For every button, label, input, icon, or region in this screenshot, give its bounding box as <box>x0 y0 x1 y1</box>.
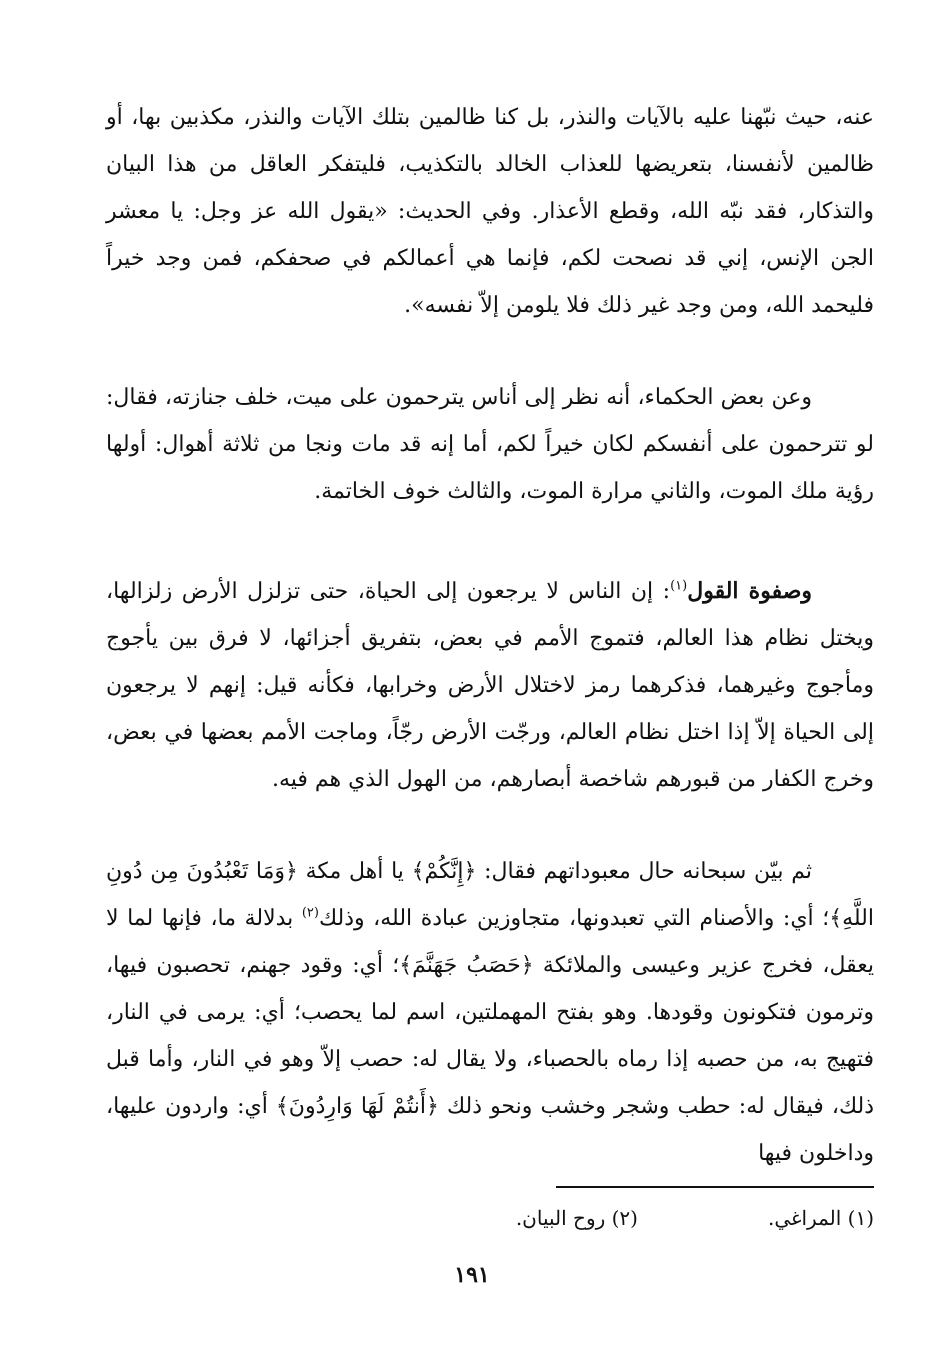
footnote-1: (١) المراغي. <box>767 1206 874 1230</box>
footnote-ref-2: (٢) <box>301 905 319 921</box>
paragraph-4 <box>106 848 874 1177</box>
paragraph-4-part-1: ثم بيّن سبحانه حال معبوداتهم فقال: ﴿إِنَّكُمْ﴾ يا أهل مكة ﴿وَمَا تَعْبُدُونَ مِن دُونِ اللَّهِ﴾؛ أي: والأصنام التي تعبدونها، متجاوزين عبادة الله، وذلك <box>106 859 874 931</box>
paragraph-1: عنه، حيث نبّهنا عليه بالآيات والنذر، بل كنا ظالمين بتلك الآيات والنذر، مكذبين بها، أو ظالمين لأنفسنا، بتعريضها للعذاب الخالد بالتكذيب، فليتفكر العاقل من هذا البيان والتذكار، فقد نبّه الله، وقطع الأعذار. وفي الحديث: «يقول الله عز وجل: يا معشر الجن الإنس، إني قد نصحت لكم، فإنما هي أعمالكم في صحفكم، فمن وجد خيراً فليحمد الله، ومن وجد غير ذلك فلا يلومن إلاّ نفسه». <box>106 105 875 318</box>
footnote-2: (٢) روح البيان. <box>515 1206 638 1230</box>
footnote-ref-1: (١) <box>670 578 688 594</box>
footnote-divider <box>556 1186 874 1188</box>
page-number: ١٩١ <box>454 1262 490 1288</box>
paragraph-3-body: : إن الناس لا يرجعون إلى الحياة، حتى تزلزل الأرض زلزالها، ويختل نظام هذا العالم، فتموج الأمم في بعض، بتفريق أجزائها، لا فرق بين يأجوج ومأجوج وغيرهما، فذكرهما رمز لاختلال الأرض وخرابها، فكأنه قيل: إنهم لا يرجعون إلى الحياة إلاّ إذا اختل نظام العالم، ورجّت الأرض رجّاً، وماجت الأمم بعضها في بعض، وخرج الكفار من قبورهم شاخصة أبصارهم، من الهول الذي هم فيه. <box>106 579 874 792</box>
footnotes <box>300 1203 874 1233</box>
paragraph-4-part-2: بدلالة ما، فإنها لما لا يعقل، فخرج عزير وعيسى والملائكة ﴿حَصَبُ جَهَنَّمَ﴾؛ أي: وقود جهنم، تحصبون فيها، وترمون فتكونون وقودها. وهو بفتح المهملتين، اسم لما يحصب؛ أي: يرمى في النار، فتهيج به، من حصبه إذا رماه بالحصباء، ولا يقال له: حصب إلاّ وهو في النار، وأما قبل ذلك، فيقال له: حطب وشجر وخشب ونحو ذلك ﴿أَنتُمْ لَهَا وَارِدُونَ﴾ أي: واردون عليها، وداخلون فيها <box>106 906 874 1166</box>
paragraph-2: وعن بعض الحكماء، أنه نظر إلى أناس يترحمون على ميت، خلف جنازته، فقال: لو تترحمون على أنفسكم لكان خيراً لكم، أما إنه قد مات ونجا من ثلاثة أهوال: أولها رؤية ملك الموت، والثاني مرارة الموت، والثالث خوف الخاتمة. <box>106 385 874 504</box>
paragraph-3 <box>106 568 874 803</box>
paragraph-3-lead: وصفوة القول <box>687 578 812 604</box>
